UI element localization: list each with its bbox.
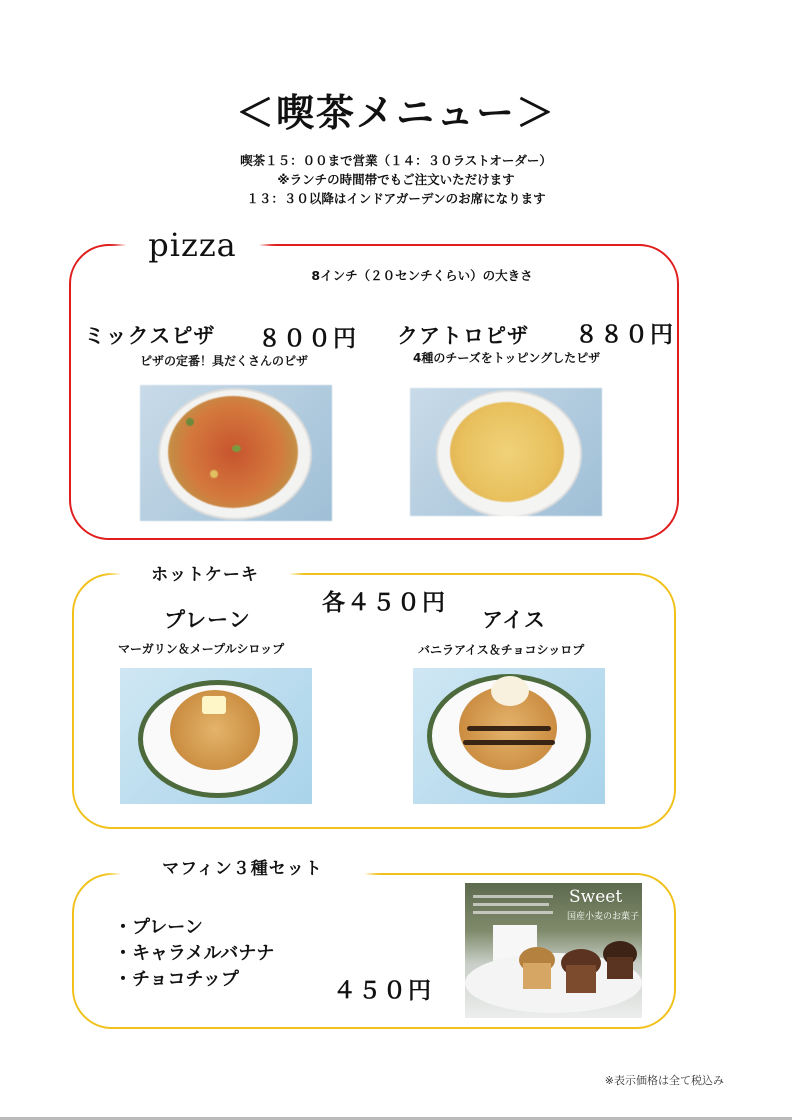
plain-hotcake-name: プレーン	[164, 608, 251, 632]
muffin-photo	[465, 883, 642, 1018]
hours-note: 喫茶１５：００まで営業（１４：３０ラストオーダー）	[240, 153, 552, 168]
mix-pizza-desc: ピザの定番！具だくさんのピザ	[140, 354, 309, 368]
muffin-item-plain: ・プレーン	[114, 917, 203, 938]
plain-hotcake-desc: マーガリン＆メープルシロップ	[118, 642, 285, 656]
quattro-pizza-photo	[410, 388, 602, 516]
muffin-item-choco-chip: ・チョコチップ	[114, 969, 239, 990]
ice-hotcake-name: アイス	[482, 608, 546, 632]
muffin-price: ４５０円	[333, 978, 433, 1004]
pizza-section-label: pizza	[125, 218, 260, 272]
lunch-note: ※ランチの時間帯でもご注文いただけます	[277, 172, 515, 187]
photo-title-text: Sweet	[569, 887, 623, 907]
plain-hotcake-photo	[120, 668, 312, 804]
muffin-section-label: マフィン３種セット	[120, 852, 365, 886]
quattro-pizza-price: ８８０円	[575, 322, 675, 348]
hotcake-section-label: ホットケーキ	[120, 560, 290, 590]
seating-note: １３：３０以降はインドアガーデンのお席になります	[246, 191, 546, 206]
photo-subtitle-text: 国産小麦のお菓子	[567, 912, 640, 922]
ice-hotcake-photo	[413, 668, 605, 804]
muffin-item-caramel-banana: ・キャラメルバナナ	[114, 943, 275, 964]
ice-hotcake-desc: バニラアイス＆チョコシッロプ	[418, 643, 585, 657]
pizza-size-note: 8インチ（２０センチくらい）の大きさ	[311, 268, 533, 283]
hotcake-price: 各４５０円	[322, 590, 447, 616]
mix-pizza-price: ８００円	[258, 326, 358, 352]
tax-note: ※表示価格は全て税込み	[604, 1074, 724, 1087]
quattro-pizza-name: クアトロピザ	[397, 324, 529, 348]
page-title: ＜喫茶メニュー＞	[235, 91, 556, 135]
mix-pizza-photo	[140, 385, 332, 521]
quattro-pizza-desc: 4種のチーズをトッピングしたピザ	[413, 351, 601, 365]
mix-pizza-name: ミックスピザ	[84, 324, 216, 348]
